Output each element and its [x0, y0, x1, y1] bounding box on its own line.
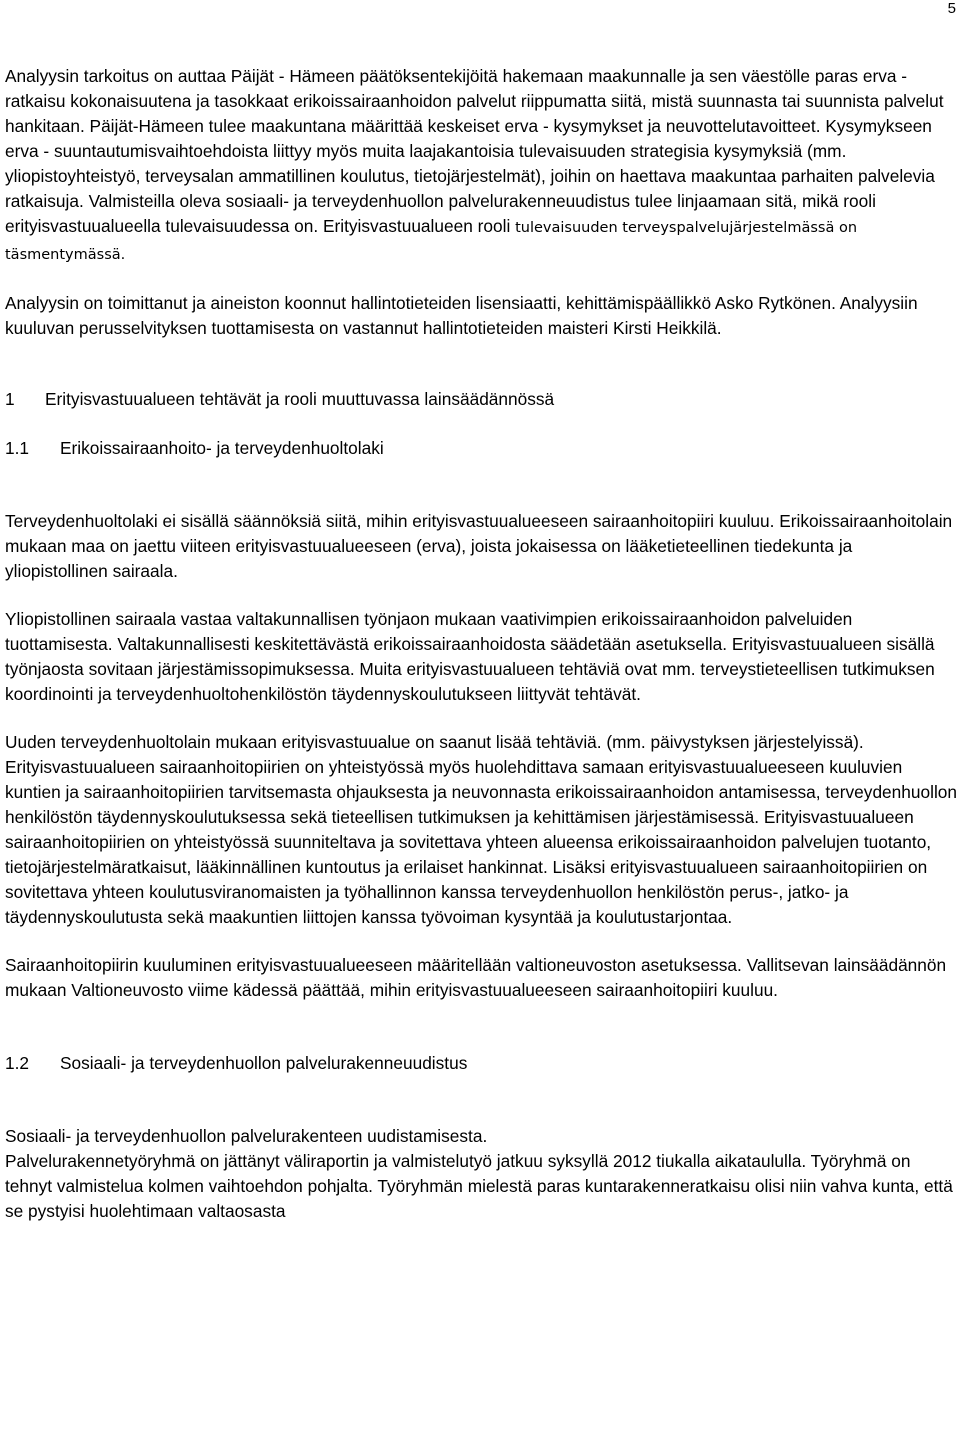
page-number: 5: [947, 0, 956, 17]
section-1-number: 1: [5, 389, 15, 409]
section-1-2-title: Sosiaali- ja terveydenhuollon palvelurakenneuudistus: [60, 1053, 468, 1073]
section-1-1-paragraph-3: Uuden terveydenhuoltolain mukaan erityisvastuualue on saanut lisää tehtäviä. (mm. päivystyksen järjestelyissä). Erityisvastuualueen sairaanhoitopiirien on yhteistyössä myös huolehdittava samaan erityisvastuualueeseen kuuluvien kuntien ja sairaanhoitopiirien tarvitsemasta ohjauksesta ja neuvonnasta erikoissairaanhoidon antamisessa, terveydenhuollon henkilöstön täydennyskoulutuksessa sekä tieteellisen tutkimuksen ja kehittämisen järjestämisessä. Erityisvastuualueen sairaanhoitopiirien on yhteistyössä suunniteltava ja sovitettava yhteen alueensa erikoissairaanhoidon palvelujen tuotanto, tietojärjestelmäratkaisut, lääkinnällinen kuntoutus ja erilaiset hankinnat. Lisäksi erityisvastuualueen sairaanhoitopiirien on sovitettava yhteen koulutusviranomaisten ja työhallinnon kanssa terveydenhuollon henkilöstön perus-, jatko- ja täydennyskoulutusta sekä maakuntien liittojen kanssa työvoiman kysyntää ja koulutustarjontaa.: [5, 732, 958, 927]
section-1-1-number: 1.1: [5, 438, 30, 458]
section-1-2-heading: [5, 1051, 957, 1076]
intro-paragraph-1-text: Analyysin tarkoitus on auttaa Päijät - Hämeen päätöksentekijöitä hakemaan maakunnalle ja sen väestölle paras erva - ratkaisu kokonaisuutena ja tasokkaat erikoissairaanhoidon palvelut riippumatta siitä, mistä suunnasta tai suunnista palvelut hankitaan. Päijät-Hämeen tulee maakuntana määrittää keskeiset erva - kysymykset ja neuvottelutavoitteet. Kysymykseen erva - suuntautumisvaihtoehdoista liittyy myös muita laajakantoisia tulevaisuuden strategisia kysymyksiä (mm. yliopistoyhteistyö, terveysalan ammatillinen koulutus, tietojärjestelmät), joihin on haettava maakuntaa parhaiten palvelevia ratkaisuja. Valmisteilla oleva sosiaali- ja terveydenhuollon palvelurakenneuudistus tulee linjaamaan sitä, mikä rooli erityisvastuualueella tulevaisuudessa on. Erityisvastuualueen rooli: [5, 66, 944, 236]
section-1-1-title: Erikoissairaanhoito- ja terveydenhuoltolaki: [60, 438, 384, 458]
section-1-title: Erityisvastuualueen tehtävät ja rooli muuttuvassa lainsäädännössä: [45, 389, 555, 409]
section-1-1-heading: [5, 436, 957, 461]
section-1-2-paragraph-1: Sosiaali- ja terveydenhuollon palvelurakenteen uudistamisesta.: [5, 1126, 488, 1146]
intro-paragraph-1-tail: tulevaisuuden terveyspalvelujärjestelmässä on täsmentymässä.: [5, 220, 858, 263]
section-1-1-paragraph-2: Yliopistollinen sairaala vastaa valtakunnallisen työnjaon mukaan vaativimpien erikoissairaanhoidon palveluiden tuottamisesta. Valtakunnallisesti keskitettävästä erikoissairaanhoidosta säädetään asetuksella. Erityisvastuualueen sisällä työnjaosta sovitaan järjestämissopimuksessa. Muita erityisvastuualueen tehtäviä ovat mm. terveystieteellisen tutkimuksen koordinointi ja terveydenhuoltohenkilöstön täydennyskoulutukseen liittyvät tehtävät.: [5, 609, 935, 704]
section-1-2-paragraph-2: Palvelurakennetyöryhmä on jättänyt väliraportin ja valmistelutyö jatkuu syksyllä 2012 tiukalla aikataululla. Työryhmä on tehnyt valmistelua kolmen vaihtoehdon pohjalta. Työryhmän mielestä paras kuntarakenneratkaisu olisi niin vahva kunta, että se pystyisi huolehtimaan valtaosasta: [5, 1151, 953, 1221]
section-1-1-paragraph-1: Terveydenhuoltolaki ei sisällä säännöksiä siitä, mihin erityisvastuualueeseen sairaanhoitopiiri kuuluu. Erikoissairaanhoitolain mukaan maa on jaettu viiteen erityisvastuualueeseen (erva), joista jokaisessa on lääketieteellinen tiedekunta ja yliopistollinen sairaala.: [5, 511, 953, 581]
document-body: [5, 64, 957, 1224]
section-1-2-number: 1.2: [5, 1053, 30, 1073]
intro-paragraph-2: Analyysin on toimittanut ja aineiston koonnut hallintotieteiden lisensiaatti, kehittämispäällikkö Asko Rytkönen. Analyysiin kuuluvan perusselvityksen tuottamisesta on vastannut hallintotieteiden maisteri Kirsti Heikkilä.: [5, 293, 918, 338]
section-1-heading: [5, 387, 957, 412]
intro-paragraph-1: [5, 64, 957, 268]
section-1-1-paragraph-4: Sairaanhoitopiirin kuuluminen erityisvastuualueeseen määritellään valtioneuvoston asetuksessa. Vallitsevan lainsäädännön mukaan Valtioneuvosto viime kädessä päättää, mihin erityisvastuualueeseen sairaanhoitopiiri kuuluu.: [5, 955, 947, 1000]
